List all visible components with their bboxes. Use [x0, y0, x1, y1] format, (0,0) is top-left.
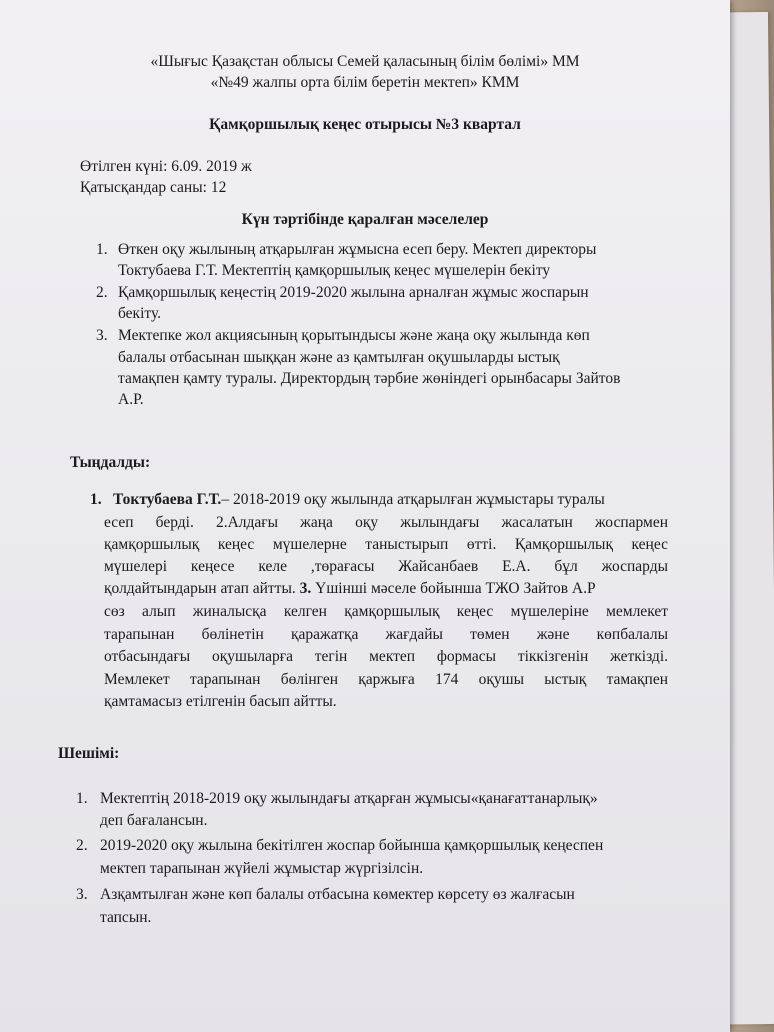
decision-item-number: 2.: [76, 837, 88, 854]
agenda-item-line: А.Р.: [118, 391, 144, 408]
agenda-item-line: Мектепке жол акциясының қорытындысы және жаңа оқу жылында көп: [118, 327, 590, 344]
listened-line: отбасындағы оқушыларға тегін мектеп формасы тіккізгенін жеткізді.: [104, 648, 668, 665]
decision-item-number: 1.: [76, 790, 88, 807]
decision-item-line: 2019-2020 оқу жылына бекітілген жоспар бойынша қамқоршылық кеңеспен: [100, 837, 604, 854]
listened-line: қолдайтындарын атап айтты. 3. Үшінші мәселе бойынша ТЖО Зайтов А.Р: [104, 580, 596, 597]
listened-line: сөз алып жиналысқа келген қамқоршылық кеңес мүшелеріне мемлекет: [104, 603, 668, 620]
listened-line: тарапынан бөлінетін қаражатқа жағдайы төмен және көпбалалы: [104, 626, 668, 643]
agenda-item-line: тамақпен қамту туралы. Директордың тәрбие жөніндегі орынбасары Зайтов: [118, 370, 621, 387]
decision-item-line: Азқамтылған және көп балалы отбасына көмектер көрсету өз жалғасын: [100, 886, 575, 903]
speaker-name: Токтубаева Г.Т.: [113, 491, 222, 508]
decision-item-line: мектеп тарапынан жүйелі жұмыстар жүргізілсін.: [100, 860, 424, 877]
agenda-item-line: Токтубаева Г.Т. Мектептің қамқоршылық кеңес мүшелерін бекіту: [118, 262, 551, 279]
listened-line: есеп берді. 2.Алдағы жаңа оқу жылындағы жасалатын жоспармен: [104, 514, 668, 531]
listened-line: Мемлекет тарапынан бөлінген қаржыға 174 оқушы ыстық тамақпен: [104, 671, 668, 688]
agenda-item-line: балалы отбасынан шыққан және аз қамтылған оқушыларды ыстық: [118, 349, 560, 366]
decision-item-number: 3.: [76, 886, 88, 903]
agenda-heading: Күн тәртібінде қаралған мәселелер: [241, 211, 489, 228]
listened-line: қамтамасыз етілгенін басып айтты.: [104, 693, 337, 710]
listened-heading: Тыңдалды:: [70, 454, 151, 471]
document-title: Қамқоршылық кеңес отырысы №3 квартал: [209, 116, 521, 133]
decision-item-line: тапсын.: [100, 909, 152, 926]
agenda-item-number: 3.: [96, 327, 108, 344]
listened-line: қамқоршылық кеңес мүшелерне таныстырып өтті. Қамқоршылық кеңес: [104, 536, 668, 553]
decision-item-line: Мектептің 2018-2019 оқу жылындағы атқарған жұмысы«қанағаттанарлық»: [100, 790, 598, 807]
listened-number: 1.: [90, 491, 102, 508]
listened-line: мүшелері кеңесе келе ,төрағасы Жайсанбаев Е.А. бұл жоспарды: [104, 558, 668, 575]
org-line-1: «Шығыс Қазақстан облысы Семей қаласының білім бөлімі» ММ: [150, 53, 580, 70]
agenda-item-line: Өткен оқу жылының атқарылған жұмысна есеп беру. Мектеп директоры: [118, 241, 597, 258]
decision-heading: Шешімі:: [58, 745, 120, 762]
agenda-item-number: 2.: [96, 284, 108, 301]
org-line-2: «№49 жалпы орта білім беретін мектеп» КММ: [210, 74, 520, 91]
participants-count: Қатысқандар саны: 12: [80, 179, 227, 196]
agenda-item-line: Қамқоршылық кеңестің 2019-2020 жылына арналған жұмыс жоспарын: [118, 284, 589, 301]
agenda-item-number: 1.: [96, 241, 108, 258]
listened-line-1: Токтубаева Г.Т.– 2018-2019 оқу жылында атқарылған жұмыстары туралы: [113, 491, 605, 508]
meeting-date: Өтілген күні: 6.09. 2019 ж: [80, 158, 252, 175]
decision-item-line: деп бағалансын.: [100, 812, 208, 829]
agenda-item-line: бекіту.: [118, 305, 162, 322]
